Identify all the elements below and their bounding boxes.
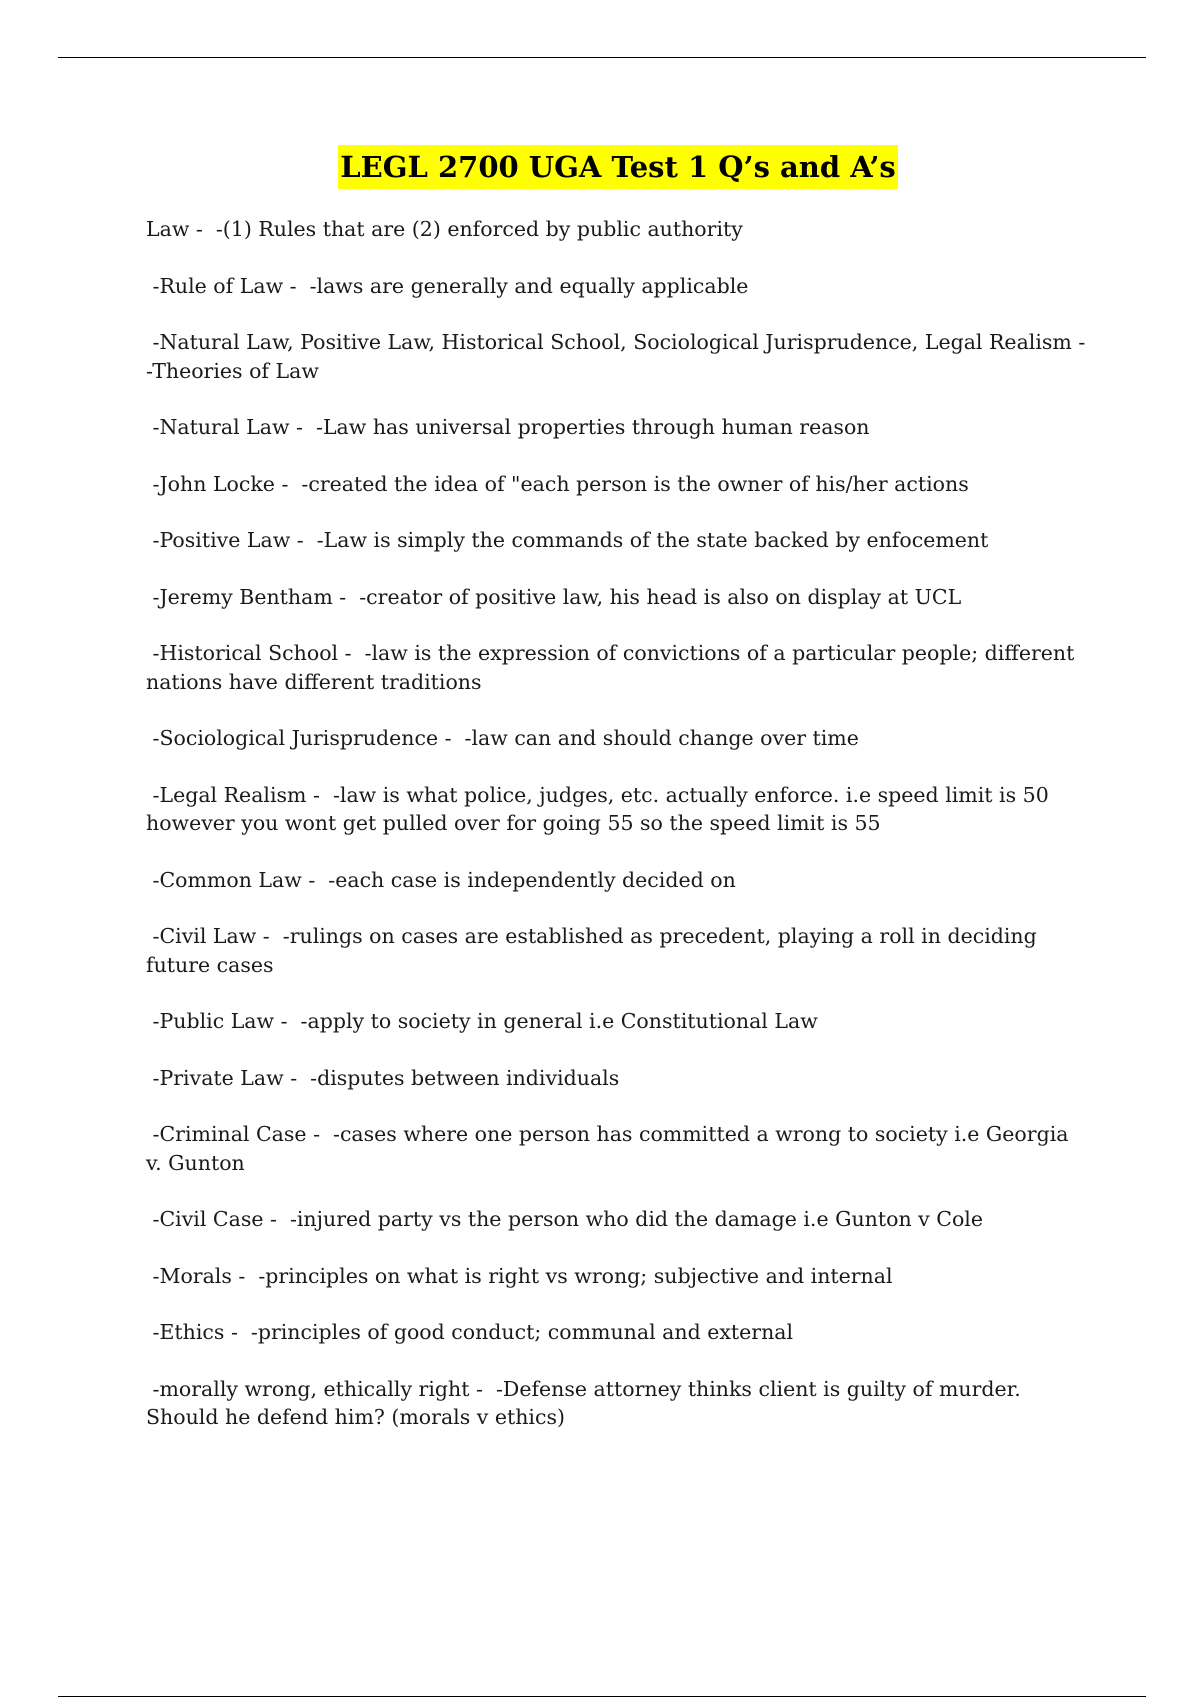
qa-entry: -Private Law - -disputes between individuals [146,1065,620,1090]
qa-entry: -Natural Law - -Law has universal properties through human reason [146,415,870,439]
qa-entry: -Rule of Law - -laws are generally and equally applicable [146,273,749,298]
qa-entry: -Ethics - -principles of good conduct; communal and external [146,1320,794,1344]
qa-entry: -Public Law - -apply to society in general i.e Constitutional Law [146,1009,818,1033]
qa-entry: -John Locke - -created the idea of "each person is the owner of his/her actions [146,471,969,496]
qa-entry: -Civil Case - -injured party vs the person who did the damage i.e Gunton v Cole [146,1207,983,1231]
qa-entry: -Civil Law - -rulings on cases are established as precedent, playing a roll in deciding future cases [146,924,1044,977]
qa-entry: -Morals - -principles on what is right vs wrong; subjective and internal [146,1263,893,1288]
qa-entry: -Positive Law - -Law is simply the commands of the state backed by enfocement [146,528,989,552]
document-page [146,145,1099,1460]
qa-entry: -Natural Law, Positive Law, Historical School, Sociological Jurisprudence, Legal Realism - -Theories of Law [146,330,1099,383]
qa-entry: -Historical School - -law is the expression of convictions of a particular people; different nations have different traditions [146,641,1081,694]
header-rule [58,57,1146,58]
qa-entry: -Criminal Case - -cases where one person has committed a wrong to society i.e Georgia v. Gunton [146,1122,1076,1175]
qa-entry: -Sociological Jurisprudence - -law can and should change over time [146,726,859,750]
qa-entry: -Jeremy Bentham - -creator of positive law, his head is also on display at UCL [146,584,962,609]
qa-entry: Law - -(1) Rules that are (2) enforced by public authority [146,217,743,241]
qa-entry: -Common Law - -each case is independently decided on [146,867,736,892]
title-container [146,145,1090,189]
qa-entry: -morally wrong, ethically right - -Defense attorney thinks client is guilty of murder. Should he defend him? (morals v ethics) [146,1376,1028,1429]
qa-entry: -Legal Realism - -law is what police, judges, etc. actually enforce. i.e speed limit is 50 however you wont get pulled over for going 55 so the speed limit is 55 [146,782,1056,835]
document-title: LEGL 2700 UGA Test 1 Q’s and A’s [338,145,898,189]
qa-list [146,215,1099,1432]
footer-rule [58,1696,1146,1697]
